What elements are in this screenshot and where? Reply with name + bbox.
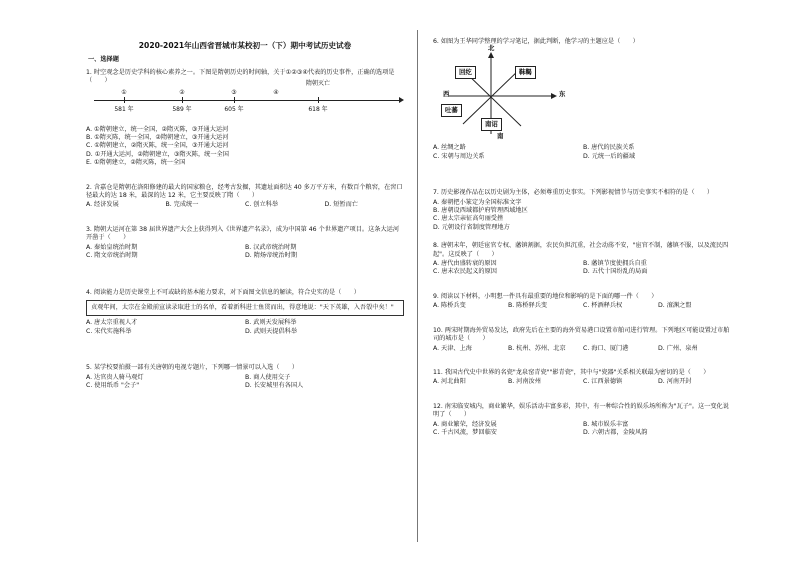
option-d[interactable]: D. 六朝古都，金陵风韵: [583, 428, 648, 436]
option-a[interactable]: A. 秦始皇统治时期: [86, 243, 138, 251]
timeline-axis: [94, 100, 402, 101]
option-c[interactable]: C. 江西景德镇: [583, 378, 623, 386]
option-e[interactable]: E. ①隋朝建立，②隋灭陈，统一全国: [86, 159, 186, 167]
option-b[interactable]: B. 完成统一: [165, 201, 199, 209]
option-c[interactable]: C. 宋朝与周边关系: [433, 152, 485, 160]
south-label: 南: [497, 132, 504, 141]
option-c[interactable]: C. 隋文帝统治时期: [86, 252, 138, 260]
option-a[interactable]: A. 河北曲阳: [433, 378, 466, 386]
timeline-top-label: 隋朝灭亡: [305, 79, 331, 87]
question-stem: 2. 含嘉仓是隋朝在洛阳修建的最大的国家粮仓，经考古发掘，其遗址面积达 40 多万平方米，有数百个粮窖，在窖口径最大的达 18 米，最深的达 12 米，它主要反映了隋（ ）: [86, 183, 403, 200]
options-list: [433, 144, 733, 161]
options-list: [433, 199, 733, 233]
option-d[interactable]: D. 短暂而亡: [324, 201, 358, 209]
timeline-year: 589 年: [172, 105, 192, 113]
option-b[interactable]: B. 河南汝州: [508, 378, 541, 386]
left-column: [86, 30, 404, 392]
options-list: [86, 244, 404, 261]
region-box: 靺鞨: [515, 66, 536, 78]
timeline: [86, 79, 404, 122]
option-d[interactable]: D. 五代十国纷乱的局面: [583, 268, 648, 276]
options-list: [433, 378, 733, 386]
timeline-segment: ①: [121, 88, 127, 96]
option-c[interactable]: C. 海口、厦门港: [583, 344, 629, 352]
option-c[interactable]: C. 使用纸币 "会子": [86, 381, 140, 389]
region-box: 吐蕃: [441, 104, 462, 116]
options-list: [86, 126, 404, 168]
option-c[interactable]: C. 杯酒释兵权: [583, 302, 623, 310]
option-b[interactable]: B. 汉武帝统治时期: [245, 243, 297, 251]
question-3: [86, 226, 404, 261]
timeline-year: 618 年: [308, 105, 328, 113]
question-stem: 6. 如图为王华同学整理的学习笔记，据此判断，他学习的主题应是（ ）: [433, 38, 639, 45]
question-stem: 12. 南宋临安城内，商业繁华，娱乐活动丰富多彩，其中，有一种综合性的娱乐场所称为"瓦子"。这一变化说明了（ ）: [433, 402, 729, 419]
option-a[interactable]: A. 唐代由盛转衰的原因: [433, 260, 497, 268]
option-b[interactable]: B. 城市娱乐丰富: [583, 420, 629, 428]
quote-box: 贞观年间，太宗在金殿前宣读录取进士的名单，看着新科进士鱼贯而出，得意地说："天下英雄，入吾彀中矣！": [86, 300, 404, 316]
timeline-year: 605 年: [224, 105, 244, 113]
question-stem: 3. 隋朝大运河在第 38 届世界遗产大会上获得列入《世界遗产名录》，成为中国第 46 个世界遗产项目。这条大运河开凿于（ ）: [86, 225, 400, 242]
question-8: [433, 242, 733, 277]
option-a[interactable]: A. 达官贵人骑马观灯: [86, 373, 144, 381]
options-list: [433, 260, 733, 277]
option-b[interactable]: B. 唐朝设西域都护府管理西域地区: [433, 207, 528, 215]
option-b[interactable]: B. 杭州、苏州、北京: [508, 344, 566, 352]
option-c[interactable]: C. 宋代实施科举: [86, 327, 132, 335]
question-11: [433, 369, 733, 387]
exam-title: 2020-2021年山西省晋城市某校初一（下）期中考试历史试卷: [138, 41, 352, 50]
option-d[interactable]: D. 元统一后的疆域: [583, 152, 636, 160]
compass-arrows: [441, 50, 571, 140]
option-d[interactable]: D. 广州、泉州: [658, 344, 698, 352]
option-b[interactable]: B. 武则天发展科举: [245, 319, 297, 327]
timeline-tick: [234, 97, 235, 103]
option-b[interactable]: B. 商人使用交子: [245, 373, 291, 381]
region-box: 回纥: [455, 66, 476, 78]
question-stem: 8. 唐朝末年，朝廷宦官专权、藩镇割据，农民负担沉重，社会动荡不安，"宦官不制，藩镇不服，以及流民四起"。这反映了（ ）: [433, 242, 729, 258]
option-a[interactable]: A. 唐太宗重视人才: [86, 319, 138, 327]
question-7: [433, 189, 733, 232]
option-a[interactable]: A. 商业繁荣，经济发展: [433, 420, 497, 428]
question-stem: 4. 阅读能力是历史课堂上不可或缺的基本能力要求，对下面图文信息的解读，符合史实的是（ ）: [86, 288, 360, 296]
option-d[interactable]: D. 河南开封: [658, 378, 692, 386]
north-label: 北: [488, 44, 495, 53]
east-label: 东: [559, 90, 566, 99]
option-a[interactable]: A. 秦朝把小篆定为全国标准文字: [433, 198, 522, 206]
question-10: [433, 327, 733, 353]
option-a[interactable]: A. 陈桥兵变: [433, 302, 466, 310]
option-c[interactable]: C. 创立科举: [245, 201, 279, 209]
option-b[interactable]: B. 唐代的民族关系: [583, 144, 635, 152]
question-2: [86, 184, 404, 210]
option-b[interactable]: B. ①隋灭陈，统一全国，②隋朝建立，③开通大运河: [86, 134, 229, 142]
option-a[interactable]: A. 经济发展: [86, 201, 119, 209]
option-d[interactable]: D. 澶渊之盟: [658, 302, 692, 310]
region-box: 南诏: [481, 118, 502, 130]
option-d[interactable]: D. 隋炀帝统治时期: [245, 252, 298, 260]
question-5: [86, 364, 404, 390]
options-list: [86, 374, 404, 391]
question-4: [86, 289, 404, 337]
option-c[interactable]: C. ①隋朝建立，②隋灭陈，统一全国，③开通大运河: [86, 142, 229, 150]
timeline-segment: ④: [273, 88, 279, 96]
option-b[interactable]: B. 陈桥驿兵变: [508, 302, 548, 310]
right-column: [433, 30, 733, 439]
option-c[interactable]: C. 唐太宗亲征高句丽受挫: [433, 215, 504, 223]
option-d[interactable]: D. 长安城里有各国人: [245, 381, 304, 389]
timeline-segment: ③: [231, 88, 237, 96]
question-stem: 10. 两宋时期海外贸易发达，政府先后在主要的海外贸易港口设置市舶司进行管理。下列地区可能设置过市舶司的城市是（ ）: [433, 326, 730, 343]
west-label: 西: [443, 90, 450, 99]
option-a[interactable]: A. 天津、上海: [433, 344, 472, 352]
options-list: [433, 421, 733, 438]
option-b[interactable]: B. 藩镇节度使拥兵自重: [583, 260, 647, 268]
option-c[interactable]: C. 唐末农民起义的原因: [433, 268, 497, 276]
section-heading: 一、选择题: [88, 56, 119, 64]
question-6: [433, 38, 733, 161]
options-list: [433, 345, 733, 353]
option-d[interactable]: D. ①开通大运河，②隋朝建立，③隋灭陈，统一全国: [86, 150, 229, 158]
options-list: [86, 201, 404, 209]
timeline-tick: [124, 97, 125, 103]
question-stem: 1. 时空观念是历史学科的核心素养之一。下图是隋朝历史的时间轴，关于①②③④代表的历史事件，正确的选项是（ ）: [86, 68, 395, 85]
timeline-tick: [318, 97, 319, 103]
question-stem: 7. 历史影视作品在以历史剧为主体，必须尊重历史事实。下列影视情节与历史事实不相符的是（ ）: [433, 189, 714, 197]
question-stem: 5. 某学校要拍摄一部有关唐朝的电视专题片，下列哪一情景可以入选（ ）: [86, 364, 299, 372]
timeline-year: 581 年: [114, 105, 134, 113]
column-divider: [417, 30, 418, 542]
question-stem: 9. 阅读以下材料，小明想一件具有最重要的地位和影响的是下面的哪一件（ ）: [433, 292, 658, 300]
option-a[interactable]: A. ①隋朝建立，统一全国，②隋灭陈，③开通大运河: [86, 125, 229, 133]
timeline-tick: [182, 97, 183, 103]
options-list: [433, 302, 733, 310]
option-d[interactable]: D. 武则天提倡科举: [245, 327, 298, 335]
compass-diagram: [441, 44, 571, 141]
question-9: [433, 293, 733, 311]
option-d[interactable]: D. 元朝设行省制度管理地方: [433, 223, 510, 231]
option-c[interactable]: C. 千古风流，梦回临安: [433, 428, 497, 436]
options-list: [86, 319, 404, 336]
question-1: [86, 69, 404, 168]
option-a[interactable]: A. 丝绸之路: [433, 144, 466, 152]
question-12: [433, 403, 733, 438]
question-stem: 11. 我国古代史中世界的名瓷"龙泉窑青瓷""影青瓷"，其中与"瓷器"关系相关联最为密切的是（ ）: [433, 368, 710, 376]
timeline-segment: ②: [179, 88, 185, 96]
